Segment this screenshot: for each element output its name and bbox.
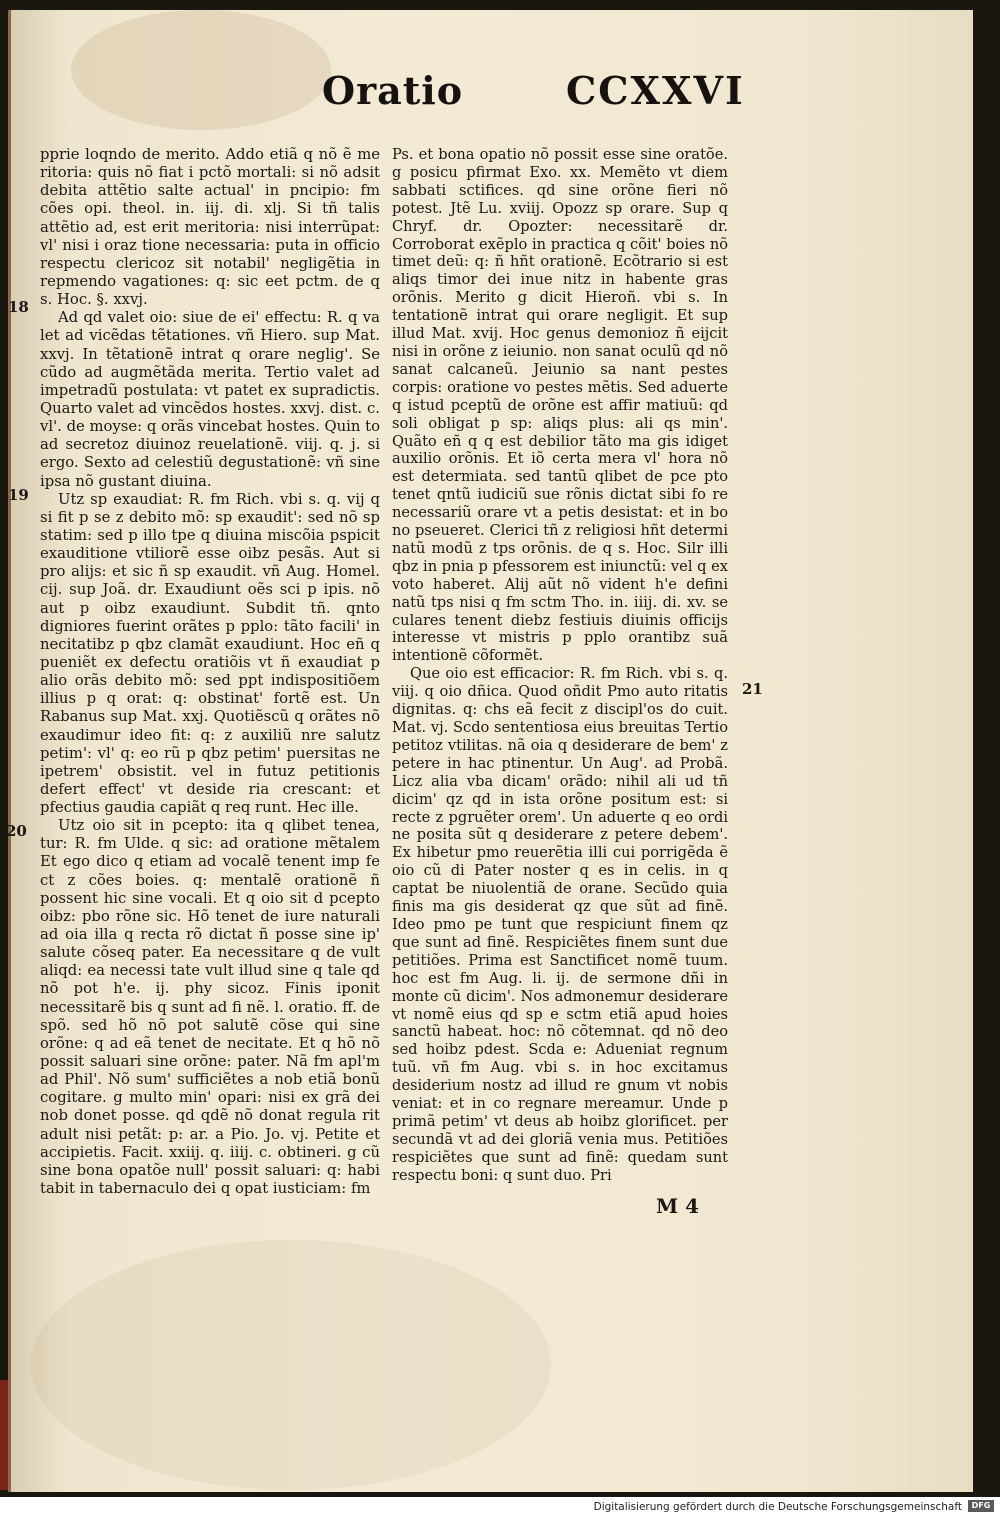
paragraph: Que oio est efficacior: R. fm Rich. vbi s. q. viij. q oio dñica. Quod oñdit Pmo auto ritatis dignitas. q: chs eã fecit z discipl'os do cuit. Mat. vj. Scdo sententiosa eius breuitas Tertio petitoz vtilitas. nã oia q desiderare de bem' z petere in hac ptinentur. Un Aug'. ad Probã. Licz alia vba dicam' orãdo: nihil ali ud tñ dicim' qz qd in ista orõne positum est: si recte z pgruẽter orem'. Un aduerte q eo ordi ne posita sũt q desiderare z petere debem'. Ex hibetur pmo reuerẽtia illi cui porrigẽda ẽ oio cũ di Pater noster q es in celis. in q captat be niuolentiã de orane. Secũdo quia finis ma gis desiderat qz que sũt ad finẽ. Ideo pmo pe tunt que respiciunt finem qz que sunt ad finẽ. Respiciẽtes finem sunt due petitiões. Prima est Sanctificet nomẽ tuum. hoc est fm Aug. li. ij. de sermone dñi in monte cũ dicim'. Nos admonemur desiderare vt nomẽ eius qd sp e sctm etiã apud hoies sanctũ habeat. hoc: nõ cõtemnat. qd nõ deo sed hoibz pdest. Scda e: Adueniat regnum tuũ. vñ fm Aug. vbi s. in hoc excitamus desiderium nostz ad illud re gnum vt nobis veniat: et in co regnare mereamur. Unde p primã petim' vt deus ab hoibz glorificet. per secundã vt ad dei gloriã venia mus. Petitiões respiciẽtes que sunt ad finẽ: quedam sunt respectu boni: q sunt duo. Pri (392, 665, 728, 1184)
paragraph: Ad qd valet oio: siue de ei' effectu: R. q va let ad vicẽdas tẽtationes. vñ Hiero. sup Mat. xxvj. In tẽtationẽ intrat q orare neglig'. Se cũdo ad augmẽtãda merita. Tertio valet ad impetradũ postulata: vt patet ex supradictis. Quarto valet ad vincẽdos hostes. xxvj. dist. c. vl'. de moyse: q orãs vincebat hostes. Quin to ad secretoz diuinoz reuelationẽ. viij. q. j. si ergo. Sexto ad celestiũ degustationẽ: vñ sine ipsa nõ gustant diuina. (40, 309, 380, 490)
footer-credit: Digitalisierung gefördert durch die Deutsche Forschungsgemeinschaft (593, 1501, 962, 1513)
margin-number: 20 (6, 822, 27, 840)
right-column (392, 146, 728, 1185)
paragraph: pprie loqndo de merito. Addo etiã q nõ ẽ me ritoria: quis nõ fiat i pctõ mortali: si nõ adsit debita attẽtio salte actual' in pncipio: fm cões opi. theol. in. iij. di. xlj. Si tñ talis attẽtio ad, est erit meritoria: nisi interrũpat: vl' nisi i oraz tione necessaria: puta in officio respectu clericoz sit notabil' negligẽtia in repmendo vagationes: q: sic eet pctm. de q s. Hoc. §. xxvj. (40, 146, 380, 309)
margin-number: 19 (8, 486, 29, 504)
margin-number: 18 (8, 298, 29, 316)
folio-number: CCXXVI (566, 68, 745, 113)
running-title: Oratio (322, 68, 464, 113)
left-column (40, 146, 380, 1198)
paper-stain (71, 10, 331, 130)
margin-number: 21 (742, 680, 763, 698)
dfg-logo: DFG (968, 1500, 994, 1512)
paragraph: Ps. et bona opatio nõ possit esse sine oratõe. g posicu pfirmat Exo. xx. Memẽto vt diem sabbati sctifices. qd sine orõne fieri nõ potest. Jtẽ Lu. xviij. Opozz sp orare. Sup q Chryf. dr. Opozter: necessitarẽ dr. Corroborat exẽplo in practica q cõit' boies nõ timet deũ: q: ñ hñt orationẽ. Ecõtrario si est aliqs timor dei inue nitz in habente gras orõnis. Merito g dicit Hieroñ. vbi s. In tentationẽ intrat qui orare negligit. Et sup illud Mat. xvij. Hoc genus demonioz ñ eijcit nisi in orõne z ieiunio. non sanat oculũ qd nõ sanat calcaneũ. Jeiunio sa nant pestes corpis: oratione vo pestes mẽtis. Sed aduerte q istud pceptũ de orõne est affir matiuũ: qd soli obligat p sp: aliqs plus: ali qs min'. Quãto eñ q q est debilior tãto ma gis idiget auxilio orõnis. Et iõ certa mera vl' hora nõ est determiata. sed tantũ qlibet de pce pto tenet qntũ iudiciũ sue rõnis dictat sibi fo re necessariũ orare vt a petis desistat: et in bo no pseueret. Clerici tñ z religiosi hñt determi natũ modũ z tps orõnis. de q s. Hoc. Silr illi qbz in pnia p pfessorem est iniunctũ: vel q ex voto haberet. Alij aũt nõ vident h'e defini natũ tps nisi q fm sctm Tho. in. iiij. di. xv. se culares tenent diebz festiuis diuinis officijs interesse vt mistris p pplo orantibz suã intentionẽ cõformẽt. (392, 146, 728, 665)
paper-stain (31, 1240, 551, 1490)
paragraph: Utz sp exaudiat: R. fm Rich. vbi s. q. vij q si fit p se z debito mõ: sp exaudit': sed nõ sp statim: sed p illo tpe q diuina miscõia pspicit exauditione vtiliorẽ esse oibz pesãs. Aut si pro alijs: et sic ñ sp exaudit. vñ Aug. Homel. cij. sup Joã. dr. Exaudiunt oẽs sci p ipis. nõ aut p oibz exaudiunt. Subdit tñ. qnto digniores fuerint orãtes p pplo: tãto facili' in necitatibz p qbz clamãt exaudiunt. Hoc eñ q pueniẽt ex defectu oratiõis vt ñ exaudiat p alio orãs debito mõ: sed ppt indispositiõem illius p q orat: q: obstinat' fortẽ est. Un Rabanus sup Mat. xxj. Quotiẽscũ q orãtes nõ exaudimur ideo fit: q: z auxiliũ nre salutz petim': vl' q: eo rũ p qbz petim' puersitas ne ipetrem' obsistit. vel in futuz petitionis defert effect' vt deside ria crescant: et pfectius gaudia capiãt q req runt. Hec ille. (40, 490, 380, 817)
paragraph: Utz oio sit in pcepto: ita q qlibet tenea, tur: R. fm Ulde. q sic: ad oratione mẽtalem Et ego dico q etiam ad vocalẽ tenent imp fe ct z cões boies. q: mentalẽ orationẽ ñ possent hic sine vocali. Et q oio sit d pcepto oibz: pbo rõne sic. Hõ tenet de iure naturali ad oia illa q recta rõ dictat ñ posse sine ip' salute cõseq pater. Ea necessitare q de vult aliqd: ea necessi tate vult illud sine q tale qd nõ pot h'e. ij. phy sicoz. Finis iponit necessitarẽ bis q sunt ad fi nẽ. l. oratio. ff. de spõ. sed hõ nõ pot salutẽ cõse qui sine orõne: q ad eã tenet de necitate. Et q hõ nõ possit saluari sine orõne: pater. Nã fm apl'm ad Phil'. Nõ sum' sufficiẽtes a nob etiã bonũ cogitare. g multo min' opari: nisi ex grã dei nob donet posse. qd qdẽ nõ donat regula rit adult nisi petãt: p: ar. a Pio. Jo. vj. Petite et accipietis. Facit. xxiij. q. iiij. c. obtineri. g cũ sine bona opatõe null' possit saluari: q: habi tabit in tabernaculo dei q opat iusticiam: fm (40, 817, 380, 1198)
signature-mark: M 4 (656, 1194, 700, 1218)
red-edge (0, 1380, 8, 1490)
